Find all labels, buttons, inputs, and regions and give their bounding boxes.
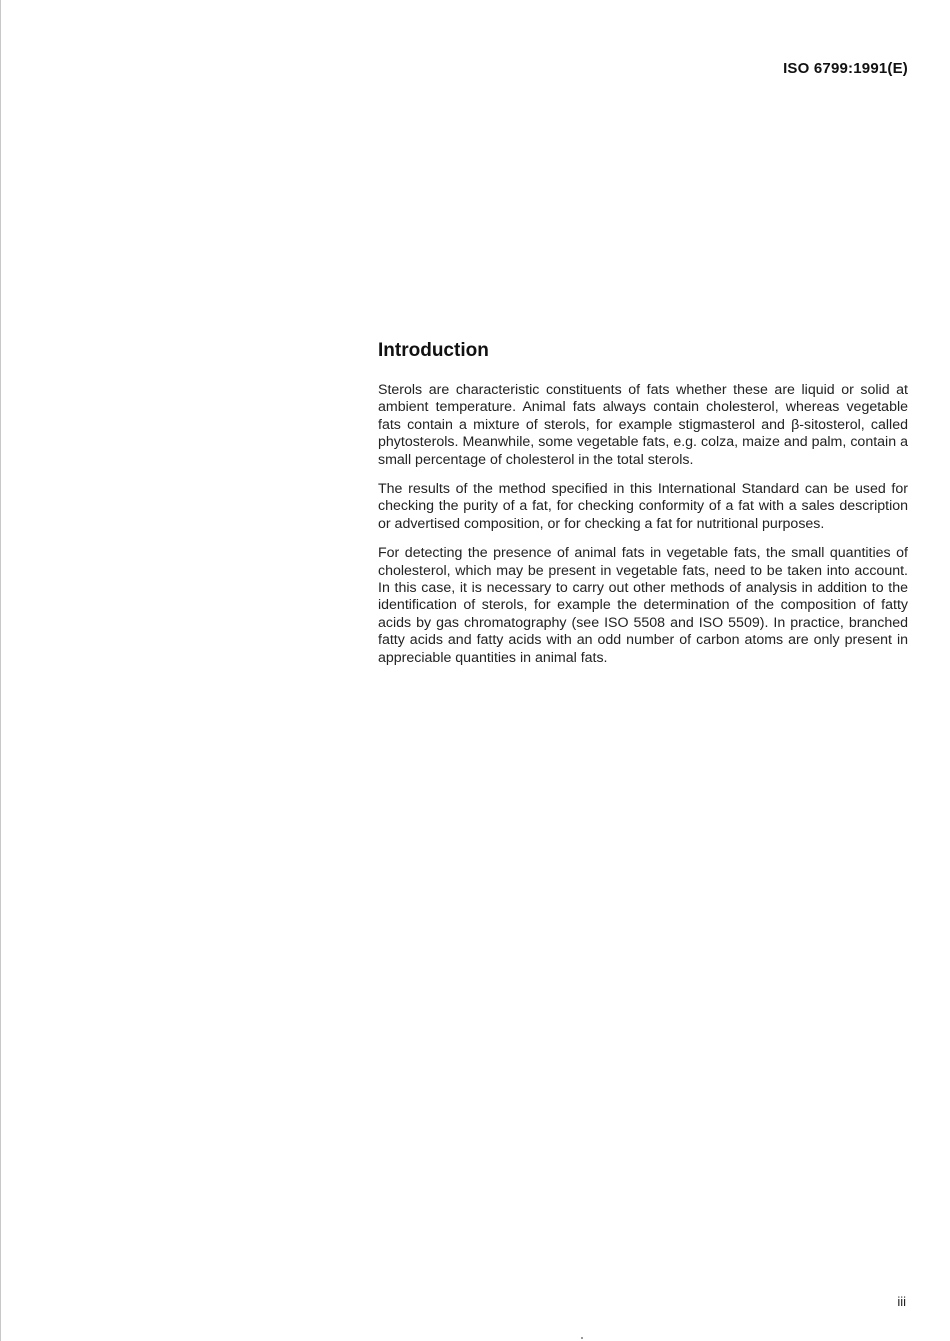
document-reference: ISO 6799:1991(E) — [783, 60, 908, 77]
page-number: iii — [897, 1294, 906, 1309]
section-title: Introduction — [378, 340, 489, 361]
paragraph-results: The results of the method specified in this International Standard can be used for checking the purity of a fat, for checking conformity of a fat with a sales description or advertised composition, or for checking a fat for nutritional purposes. — [378, 481, 908, 532]
introduction-section — [378, 340, 908, 679]
paragraph-detection: For detecting the presence of animal fats in vegetable fats, the small quantities of cholesterol, which may be present in vegetable fats, need to be taken into account. In this case, it is necessary to carry out other methods of analysis in addition to the identification of sterols, for example the determination of the composition of fatty acids by gas chromatography (see ISO 5508 and ISO 5509). In practice, branched fatty acids and fatty acids with an odd number of carbon atoms are only present in appreciable quantities in animal fats. — [378, 545, 908, 666]
paragraph-sterols: Sterols are characteristic constituents of fats whether these are liquid or solid at ambient temperature. Animal fats always contain cholesterol, whereas vegetable fats contain a mixture of sterols, for example stigmasterol and β-sitosterol, called phytosterols. Meanwhile, some vegetable fats, e.g. colza, maize and palm, contain a small percentage of cholesterol in the total sterols. — [378, 382, 908, 468]
page-edge — [0, 0, 1, 1341]
scan-speck — [581, 1337, 583, 1339]
